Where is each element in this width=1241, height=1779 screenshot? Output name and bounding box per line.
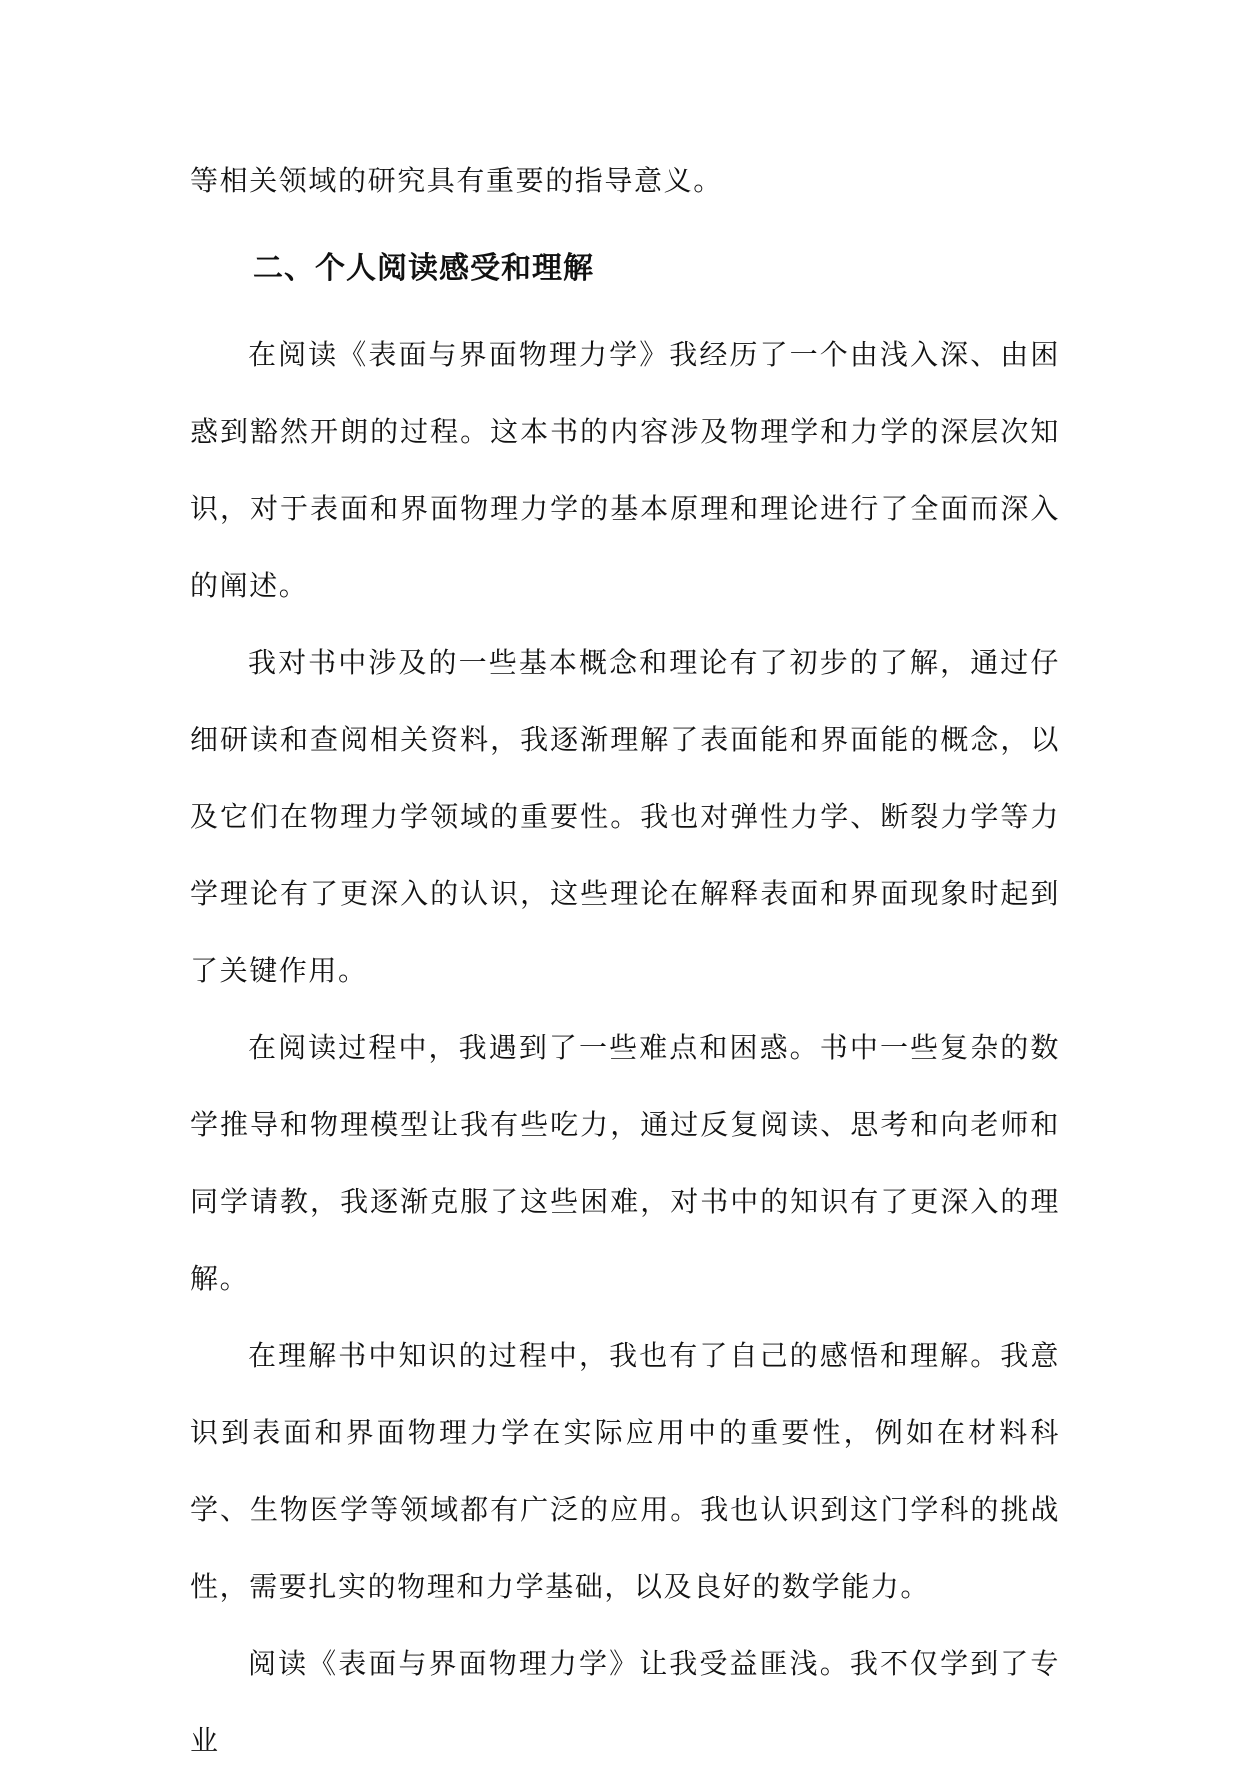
body-paragraph-2: 我对书中涉及的一些基本概念和理论有了初步的了解，通过仔细研读和查阅相关资料，我逐渐理解了表面能和界面能的概念，以及它们在物理力学领域的重要性。我也对弹性力学、断裂力学等力学理论有了更深入的认识，这些理论在解释表面和界面现象时起到了关键作用。 [190, 646, 1060, 987]
body-paragraph-5: 阅读《表面与界面物理力学》让我受益匪浅。我不仅学到了专业 [190, 1647, 1060, 1757]
body-paragraph-4: 在理解书中知识的过程中，我也有了自己的感悟和理解。我意识到表面和界面物理力学在实际应用中的重要性，例如在材料科学、生物医学等领域都有广泛的应用。我也认识到这门学科的挑战性，需要扎实的物理和力学基础，以及良好的数学能力。 [190, 1339, 1060, 1603]
body-paragraph-3: 在阅读过程中，我遇到了一些难点和困惑。书中一些复杂的数学推导和物理模型让我有些吃力，通过反复阅读、思考和向老师和同学请教，我逐渐克服了这些困难，对书中的知识有了更深入的理解。 [190, 1031, 1060, 1295]
section-heading: 二、个人阅读感受和理解 [253, 251, 594, 286]
lead-paragraph: 等相关领域的研究具有重要的指导意义。 [190, 164, 723, 197]
document-body [190, 142, 1060, 1779]
body-paragraph-1: 在阅读《表面与界面物理力学》我经历了一个由浅入深、由困惑到豁然开朗的过程。这本书的内容涉及物理学和力学的深层次知识，对于表面和界面物理力学的基本原理和理论进行了全面而深入的阐述。 [190, 338, 1060, 602]
